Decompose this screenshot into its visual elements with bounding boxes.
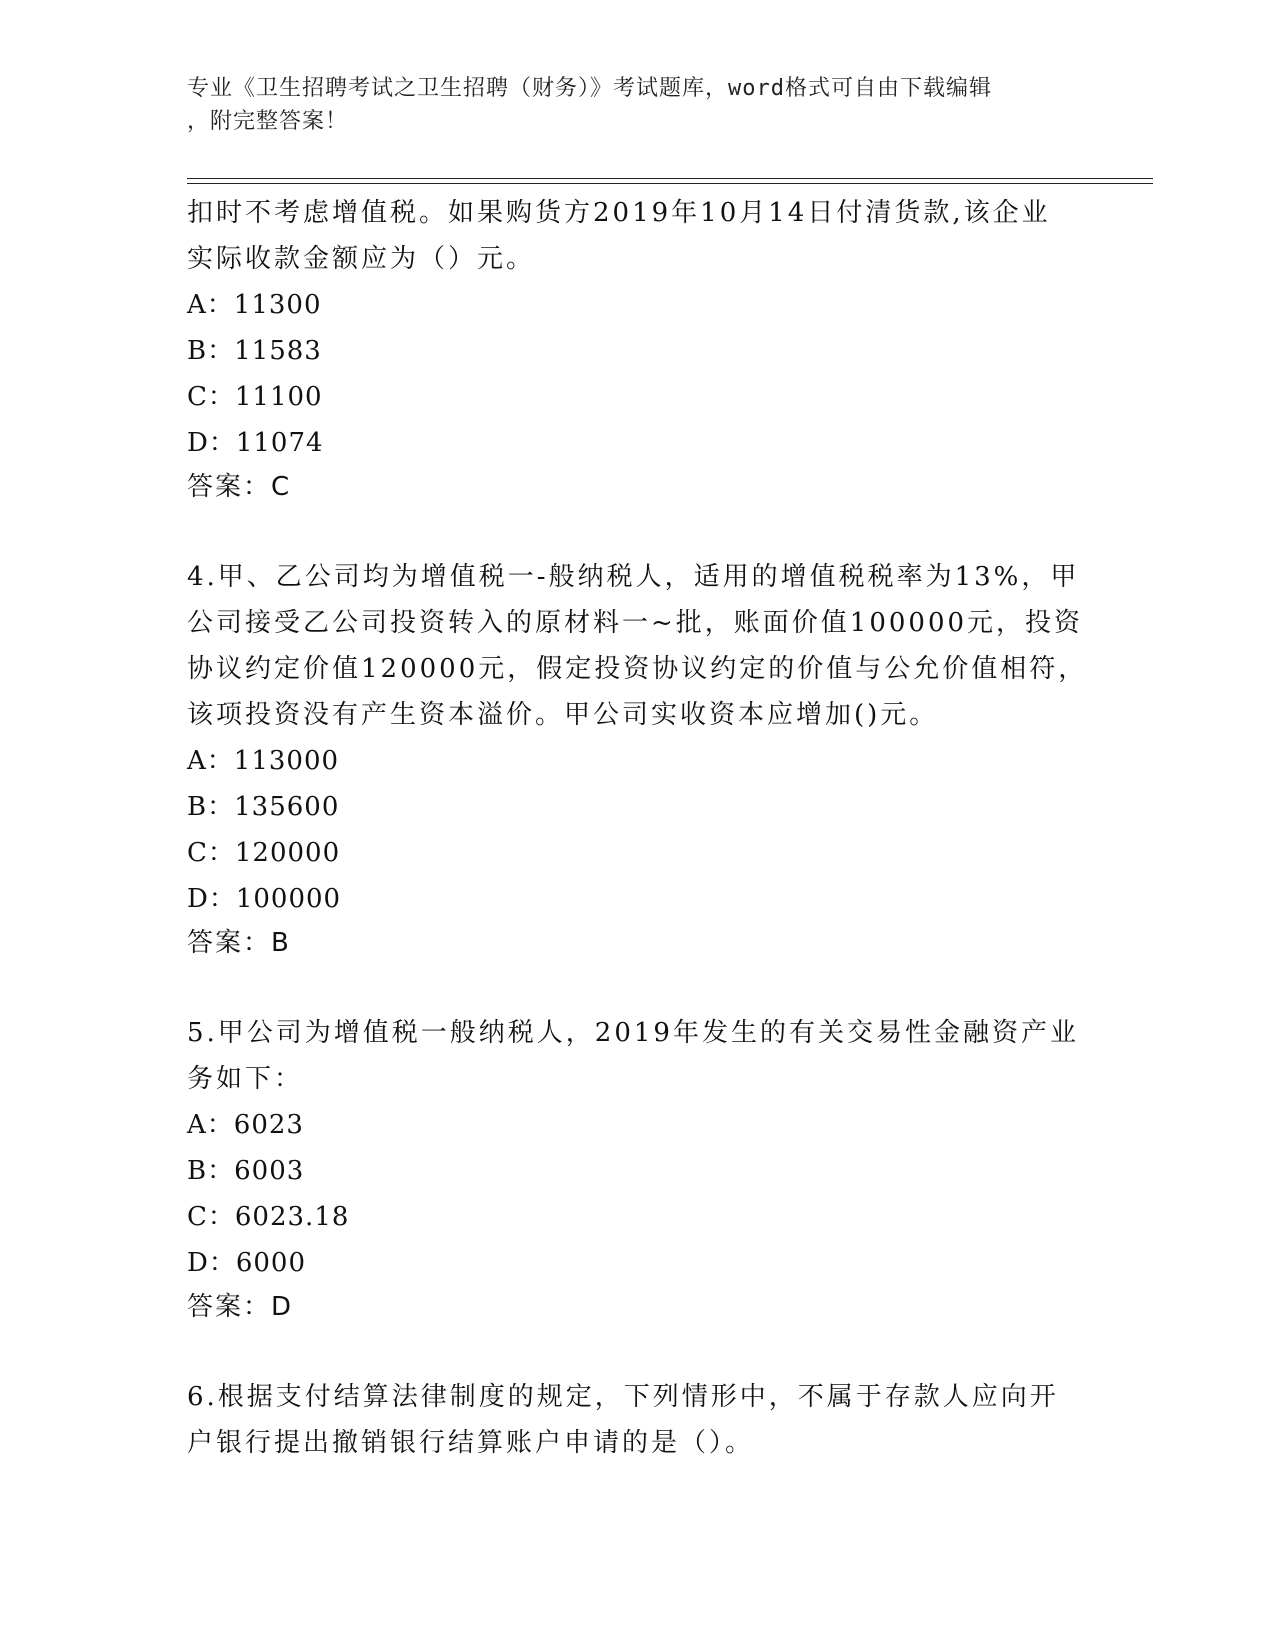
question-text-line: 务如下： [187,1064,304,1094]
question-text-line: 协议约定价值120000元，假定投资协议约定的价值与公允价值相符， [187,654,1088,684]
option-d: D：100000 [187,884,342,914]
answer-label: 答案：C [187,472,292,502]
question-text-line: 实际收款金额应为（）元。 [187,244,536,274]
option-d: D：11074 [187,428,324,458]
question-text-line: 扣时不考虑增值税。如果购货方2019年10月14日付清货款,该企业 [187,198,1051,228]
question-3-continued [187,190,1087,508]
option-c: C：11100 [187,382,323,412]
header-line-2: ，附完整答案！ [187,109,349,134]
document-header [187,72,1067,138]
option-d: D：6000 [187,1248,307,1278]
question-text-line: 4.甲、乙公司均为增值税一-般纳税人，适用的增值税税率为13%，甲 [187,562,1080,592]
question-text-line: 5.甲公司为增值税一般纳税人，2019年发生的有关交易性金融资产业 [187,1018,1079,1048]
option-c: C：120000 [187,838,341,868]
option-b: B：135600 [187,792,340,822]
answer-label: 答案：B [187,928,291,958]
question-list [187,190,1087,1466]
option-a: A：6023 [187,1110,304,1140]
question-text-line: 户银行提出撤销银行结算账户申请的是（）。 [187,1428,755,1458]
answer-label: 答案：D [187,1292,294,1322]
question-5 [187,1010,1087,1328]
option-b: B：11583 [187,336,322,366]
header-line-1: 专业《卫生招聘考试之卫生招聘（财务）》考试题库，word格式可自由下载编辑 [187,76,992,101]
question-6 [187,1374,1087,1466]
option-b: B：6003 [187,1156,305,1186]
question-text-line: 6.根据支付结算法律制度的规定，下列情形中，不属于存款人应向开 [187,1382,1059,1412]
option-a: A：11300 [187,290,322,320]
question-4 [187,554,1087,964]
header-divider-top [187,178,1153,179]
option-c: C：6023.18 [187,1202,350,1232]
question-text-line: 该项投资没有产生资本溢价。甲公司实收资本应增加()元。 [187,700,939,730]
header-divider-bottom [187,183,1153,184]
option-a: A：113000 [187,746,340,776]
question-text-line: 公司接受乙公司投资转入的原材料一~批，账面价值100000元，投资 [187,608,1084,638]
